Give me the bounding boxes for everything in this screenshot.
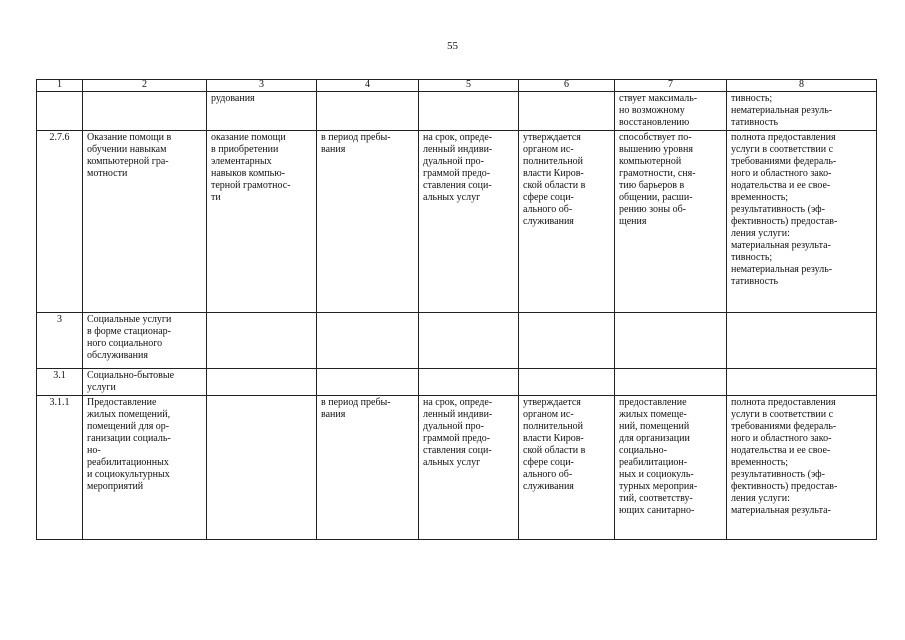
header-cell: 3 xyxy=(207,80,317,92)
table-cell xyxy=(83,369,207,396)
cell-text: Социально-бытовые услуги xyxy=(87,370,175,393)
table-cell xyxy=(519,396,615,540)
table-cell xyxy=(317,369,419,396)
table-cell xyxy=(615,369,727,396)
cell-text: утверждается органом ис- полнительной власти Киров- ской области в сфере соци- ального об- служивания xyxy=(523,397,586,492)
table-row xyxy=(37,396,877,540)
cell-text: Социальные услуги в форме стационар- ного социального обслуживания xyxy=(87,314,172,361)
table-cell xyxy=(419,369,519,396)
cell-text: полнота предоставления услуги в соответствии с требованиями федераль- ного и областного зако- нодательства и ее свое- временность; результативность (эф- фективность) предостав- ления услуги: материальная результа- тивность; нематериальная резуль- тативность xyxy=(731,132,838,287)
table-cell xyxy=(207,313,317,369)
cell-text: Предоставление жилых помещений, помещений для ор- ганизации социаль- но- реабилитационных и социокультурных мероприятий xyxy=(87,397,171,492)
cell-text: рудования xyxy=(211,93,255,104)
header-cell: 2 xyxy=(83,80,207,92)
header-cell: 7 xyxy=(615,80,727,92)
cell-text: 3.1 xyxy=(53,370,66,381)
table-cell xyxy=(317,92,419,131)
table-row xyxy=(37,131,877,313)
table-cell xyxy=(727,131,877,313)
row-number-cell xyxy=(37,131,83,313)
table-cell xyxy=(615,313,727,369)
table-cell xyxy=(207,396,317,540)
cell-text: 2.7.6 xyxy=(49,132,70,143)
cell-text: утверждается органом ис- полнительной власти Киров- ской области в сфере соци- ального об- служивания xyxy=(523,132,586,227)
page-number: 55 xyxy=(447,40,458,52)
table-cell xyxy=(727,313,877,369)
table-cell xyxy=(615,131,727,313)
row-number-cell xyxy=(37,92,83,131)
table-row xyxy=(37,92,877,131)
cell-text: в период пребы- вания xyxy=(321,397,391,420)
cell-text: способствует по- вышению уровня компьютерной грамотности, сня- тию барьеров в общении, расши- рению зоны об- щения xyxy=(619,132,696,227)
cell-text: оказание помощи в приобретении элементарных навыков компью- терной грамотнос- ти xyxy=(211,132,291,203)
table-cell xyxy=(83,92,207,131)
table-cell xyxy=(727,92,877,131)
table-cell xyxy=(727,369,877,396)
table-cell xyxy=(317,313,419,369)
cell-text: тивность; нематериальная резуль- тативность xyxy=(731,93,833,128)
table-cell xyxy=(83,313,207,369)
row-number-cell xyxy=(37,369,83,396)
table-cell xyxy=(419,131,519,313)
cell-text: 3.1.1 xyxy=(49,397,70,408)
header-row xyxy=(37,80,877,92)
cell-text: предоставление жилых помеще- ний, помещений для организации социально- реабилитацион- ных и социокуль- турных мероприя- тий, соответству- ющих санитарно- xyxy=(619,397,698,516)
table-cell xyxy=(727,396,877,540)
cell-text: Оказание помощи в обучении навыкам компьютерной гра- мотности xyxy=(87,132,172,179)
table-cell xyxy=(83,131,207,313)
table-cell xyxy=(317,396,419,540)
table-cell xyxy=(615,396,727,540)
table-cell xyxy=(419,92,519,131)
header-cell: 6 xyxy=(519,80,615,92)
table-cell xyxy=(207,131,317,313)
table-cell xyxy=(419,396,519,540)
cell-text: 3 xyxy=(57,314,62,325)
row-number-cell xyxy=(37,313,83,369)
header-cell: 4 xyxy=(317,80,419,92)
table-cell xyxy=(419,313,519,369)
services-table xyxy=(36,79,877,540)
table-cell xyxy=(615,92,727,131)
cell-text: на срок, опреде- ленный индиви- дуальной про- граммой предо- ставления соци- альных услуг xyxy=(423,132,493,203)
table-row xyxy=(37,313,877,369)
header-cell: 5 xyxy=(419,80,519,92)
table-cell xyxy=(207,369,317,396)
row-number-cell xyxy=(37,396,83,540)
cell-text: ствует максималь- но возможному восстановлению xyxy=(619,93,698,128)
table-cell xyxy=(207,92,317,131)
cell-text: полнота предоставления услуги в соответствии с требованиями федераль- ного и областного зако- нодательства и ее свое- временность; результативность (эф- фективность) предостав- ления услуги: материальная результа- xyxy=(731,397,838,516)
table-cell xyxy=(519,131,615,313)
header-cell: 1 xyxy=(37,80,83,92)
table-cell xyxy=(83,396,207,540)
table-cell xyxy=(317,131,419,313)
cell-text: на срок, опреде- ленный индиви- дуальной про- граммой предо- ставления соци- альных услуг xyxy=(423,397,493,468)
table-cell xyxy=(519,313,615,369)
table-cell xyxy=(519,92,615,131)
table-row xyxy=(37,369,877,396)
table-cell xyxy=(519,369,615,396)
header-cell: 8 xyxy=(727,80,877,92)
cell-text: в период пребы- вания xyxy=(321,132,391,155)
